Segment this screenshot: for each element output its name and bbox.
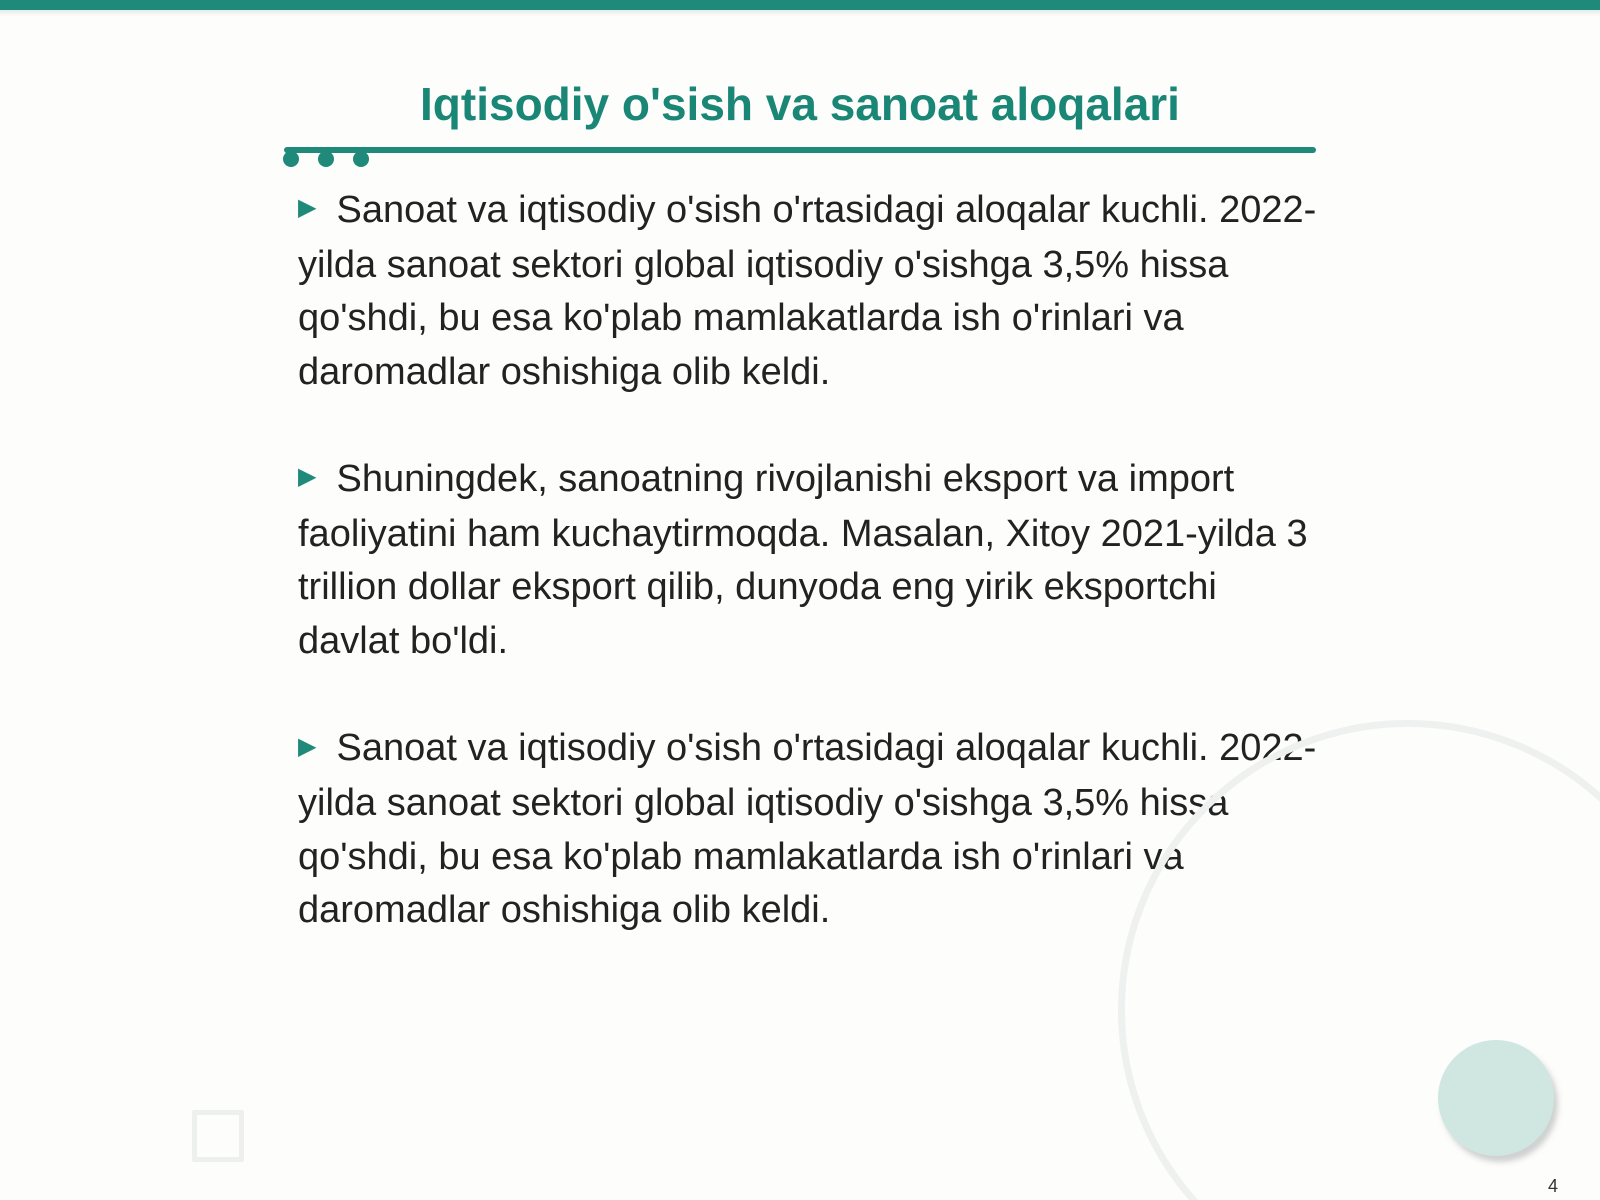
top-accent-bar: [0, 0, 1600, 10]
bullet-item: [298, 453, 1318, 668]
decorative-circle: [1438, 1040, 1554, 1156]
bullet-text: Sanoat va iqtisodiy o'sish o'rtasidagi aloqalar kuchli. 2022-yilda sanoat sektori global iqtisodiy o'sishga 3,5% hissa qo'shdi, bu esa ko'plab mamlakatlarda ish o'rinlari va daromadlar oshishiga olib keldi.: [298, 189, 1317, 393]
title-underline: [284, 147, 1316, 153]
triangle-right-icon: ▶: [298, 463, 317, 491]
bullet-text: Shuningdek, sanoatning rivojlanishi eksport va import faoliyatini ham kuchaytirmoqda. Masalan, Xitoy 2021-yilda 3 trillion dollar eksport qilib, dunyoda eng yirik eksportchi davlat bo'ldi.: [298, 458, 1308, 662]
triangle-right-icon: ▶: [298, 194, 317, 222]
underline-dot: [353, 151, 369, 167]
slide-title: Iqtisodiy o'sish va sanoat aloqalari: [420, 78, 1180, 130]
page-number: 4: [1548, 1176, 1559, 1196]
bullet-item: [298, 184, 1318, 399]
bullet-text: Sanoat va iqtisodiy o'sish o'rtasidagi aloqalar kuchli. 2022-yilda sanoat sektori global iqtisodiy o'sishga 3,5% hissa qo'shdi, bu esa ko'plab mamlakatlarda ish o'rinlari va daromadlar oshishiga olib keldi.: [298, 727, 1317, 932]
triangle-right-icon: ▶: [298, 732, 317, 760]
top-bar-shadow: [0, 10, 1600, 16]
decorative-square: [192, 1110, 244, 1162]
underline-dot: [283, 151, 299, 167]
underline-dot: [318, 151, 334, 167]
